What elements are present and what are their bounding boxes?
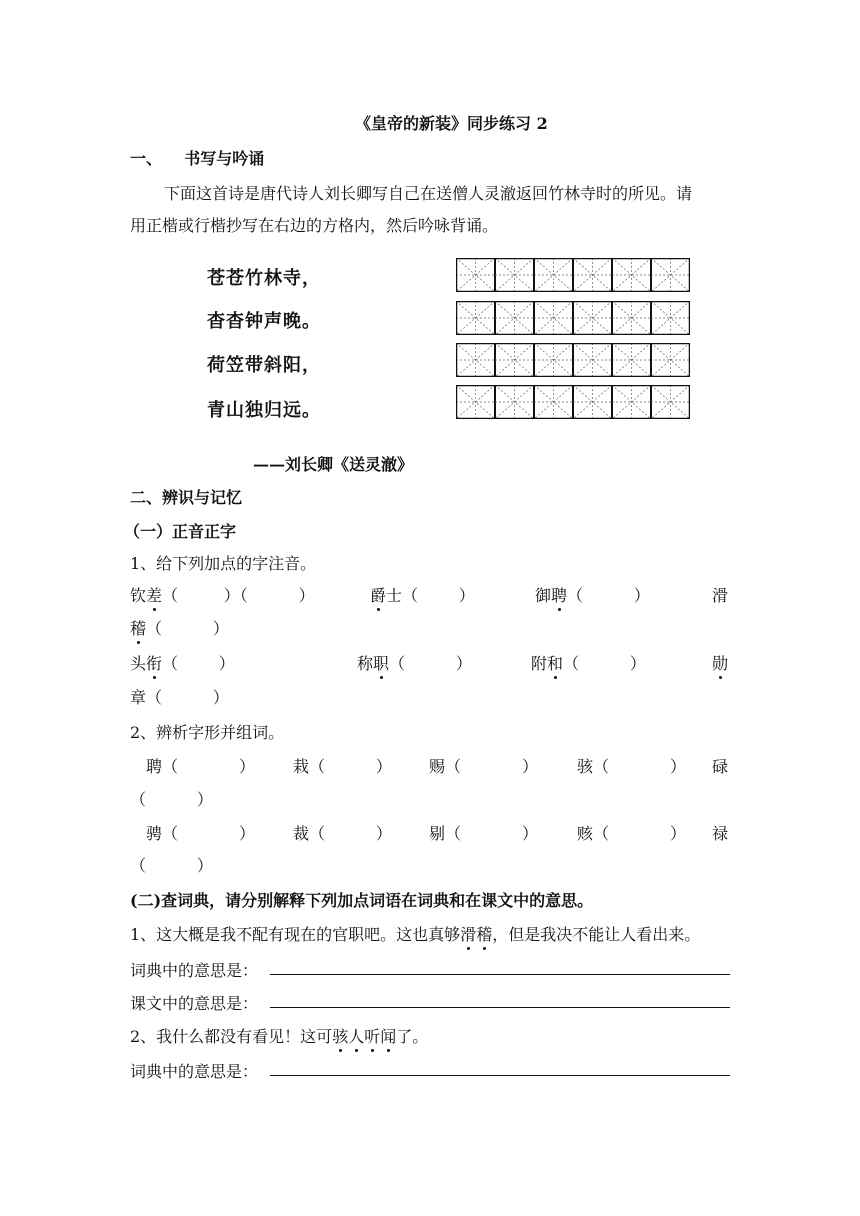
dotted-char: 稽	[476, 922, 492, 945]
dict-meaning-answer-line-2[interactable]	[270, 1075, 730, 1076]
dict-meaning-label: 词典中的意思是：	[130, 961, 259, 980]
poem-attribution: ——刘长卿《送灵澈》	[253, 455, 414, 474]
q2-row1-item: 聘（ ）	[146, 757, 256, 776]
subheading-1: （一）正音正字	[124, 522, 237, 541]
question-4: 2、我什么都没有看见！这可骇人听闻了。	[130, 1024, 428, 1047]
q1-item-chengzhi: 称职（ ）	[357, 651, 472, 674]
q2-row2-item: 赅（ ）	[577, 824, 687, 843]
q1-item-ji: 稽（ ）	[130, 616, 229, 639]
writing-grid-row[interactable]	[456, 385, 690, 419]
dotted-char: 闻	[380, 1024, 396, 1047]
q1-item-jueshi: 爵士（ ）	[370, 583, 475, 606]
q2-row1-item: 骇（ ）	[577, 757, 687, 776]
question-3: 1、这大概是我不配有现在的官职吧。这也真够滑稽，但是我决不能让人看出来。	[130, 922, 700, 945]
q2-row1-item: 栽（ ）	[293, 757, 392, 776]
section-heading-2: 二、辨识与记忆	[130, 488, 243, 507]
dotted-word	[332, 1027, 396, 1046]
dotted-char: 骇	[332, 1024, 348, 1047]
dotted-char: 人	[348, 1024, 364, 1047]
q2-row2-item: 骋（ ）	[146, 824, 256, 843]
intro-line-2: 用正楷或行楷抄写在右边的方格内，然后吟咏背诵。	[130, 216, 499, 235]
dotted-word	[460, 925, 492, 944]
text-meaning-answer-line[interactable]	[270, 1007, 730, 1008]
q1-item-touxian: 头衔（ ）	[130, 651, 235, 674]
dotted-char: 听	[364, 1024, 380, 1047]
writing-grid-row[interactable]	[456, 343, 690, 377]
dict-meaning-answer-line[interactable]	[270, 974, 730, 975]
poem-line-2: 杳杳钟声晚。	[207, 311, 321, 332]
q2-row2-tail: （ ）	[130, 856, 213, 875]
q1-item-qinchai: 钦差（ ）（ ）	[130, 583, 315, 606]
q1-item-xun: 勋	[712, 651, 728, 674]
poem-line-3: 荷笠带斜阳，	[207, 355, 321, 376]
writing-grid-row[interactable]	[456, 258, 690, 292]
q1-item-yupin: 御聘（ ）	[535, 583, 650, 606]
q2-row1-item: 赐（ ）	[429, 757, 539, 776]
q1-item-hua: 滑	[712, 586, 729, 605]
page-title: 《皇帝的新装》同步练习 2	[355, 114, 548, 133]
writing-grid-row[interactable]	[456, 301, 690, 335]
section-heading-1: 一、 书写与吟诵	[130, 149, 265, 168]
subheading-2: (二)查词典，请分别解释下列加点词语在词典和在课文中的意思。	[130, 891, 594, 910]
q1-item-fuhe: 附和（ ）	[531, 651, 646, 674]
q2-row2-item: 裁（ ）	[293, 824, 392, 843]
q2-row1-tail: （ ）	[130, 790, 213, 809]
poem-line-1: 苍苍竹林寺，	[207, 268, 321, 289]
dict-meaning-label-2: 词典中的意思是：	[130, 1062, 259, 1081]
question-1: 1、给下列加点的字注音。	[130, 554, 317, 573]
question-2: 2、辨析字形并组词。	[130, 723, 285, 742]
intro-line-1: 下面这首诗是唐代诗人刘长卿写自己在送僧人灵澈返回竹林寺时的所见。请	[164, 184, 693, 203]
text-meaning-label: 课文中的意思是：	[130, 994, 259, 1013]
q1-item-zhang: 章（ ）	[130, 688, 229, 707]
q2-row2-item: 禄	[712, 824, 729, 843]
q2-row2-item: 剔（ ）	[429, 824, 539, 843]
q2-row1-item: 碌	[712, 757, 729, 776]
dotted-char: 滑	[460, 922, 476, 945]
poem-line-4: 青山独归远。	[207, 400, 321, 421]
